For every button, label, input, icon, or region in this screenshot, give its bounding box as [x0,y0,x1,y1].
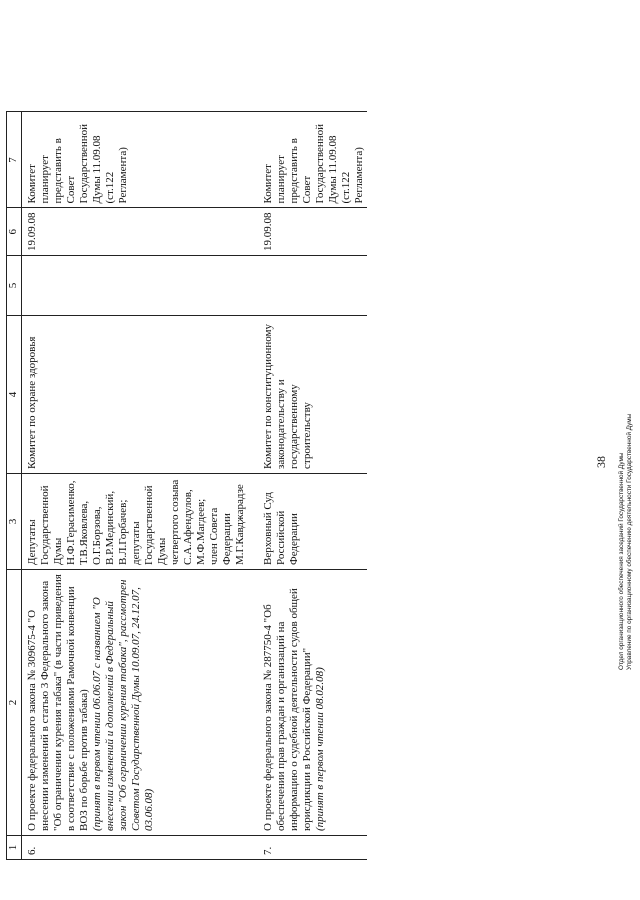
initiator-line: член Совета [208,507,220,565]
footer-line: Управление по организационному обеспечению деятельности Государственной Думы [626,413,633,670]
initiator-line: Государственной [143,485,155,565]
initiator-line: Н.Ф.Герасименко, [65,480,77,565]
page-number: 38 [594,456,608,468]
initiator-line: Федерации [221,513,233,565]
initiator-line: депутаты [130,521,142,565]
initiator [248,474,367,570]
initiator-line: С.А.Афендулов, [182,489,194,565]
footer-line: Отдел организационного обеспечения заседаний Государственной Думы [618,452,625,670]
initiator-line: Верховный Суд [262,492,274,565]
row-number: 7. [248,836,367,860]
committee: Комитет по охране здоровья [22,316,249,474]
column-header: 5 [7,256,22,316]
date-cell: 19.09.08 [248,208,367,256]
initiator-line: четвертого созыва [169,479,181,565]
bill-note: (принят в первом чтении 08.02.08) [314,667,326,831]
plan-cell: Комитет планирует представить в Совет Государственной Думы 11.09.08 (ст.122 Регламента) [22,112,249,208]
initiator-line: О.Г.Борзова, [91,506,103,565]
column-header: 3 [7,474,22,570]
agenda-table [6,112,367,861]
footer [618,414,634,670]
column-5-cell [248,256,367,316]
column-header: 4 [7,316,22,474]
column-header: 6 [7,208,22,256]
initiator-line: Российской [275,510,287,565]
initiator-line: Т.В.Яковлева, [78,500,90,565]
bill-description [22,570,249,836]
initiator-line: М.Г.Кавджарадзе [234,484,246,565]
plan-cell: Комитет планирует представить в Совет Государственной Думы 11.09.08 (ст.122 Регламента) [248,112,367,208]
initiator-line: Депутаты [26,519,38,565]
date-cell: 19.09.08 [22,208,249,256]
column-header: 7 [7,112,22,208]
column-header: 2 [7,570,22,836]
initiator-line: В.Л.Горбачев; [117,499,129,565]
committee: Комитет по конституционному законодательству и государственному строительству [248,316,367,474]
bill-note: (принят в первом чтении 06.06.07 с названием "О внесении изменений и дополнений в Федеральный закон "Об ограничении курения табака", рассмотрен Советом Государственной Думы 10.09.07, 24.12.07, 03.06.08) [91,579,155,831]
initiator-line: Думы [156,537,168,565]
initiator-line: Думы [52,537,64,565]
table-row [22,112,249,860]
initiator-line: М.Ф.Магдеев; [195,498,207,565]
column-header: 1 [7,836,22,860]
initiator-line: Федерации [288,513,300,565]
bill-title: О проекте федерального закона № 309675-4 "О внесении изменений в статью 3 Федерального закона "Об ограничении курения табака" (в части приведения в соответствие с положениями Рамочной конвенции ВОЗ по борьбе против табака) [26,574,90,831]
column-5-cell [22,256,249,316]
initiator [22,474,249,570]
column-number-header [7,112,22,860]
initiator-line: Государственной [39,485,51,565]
row-number: 6. [22,836,249,860]
table-row [248,112,367,860]
bill-title: О проекте федерального закона № 287750-4 "Об обеспечении прав граждан и организаций на информацию о судебной деятельности судов общей юрисдикции в Российской Федерации" [262,588,313,831]
initiator-line: В.Р.Мединский, [104,490,116,565]
bill-description [248,570,367,836]
